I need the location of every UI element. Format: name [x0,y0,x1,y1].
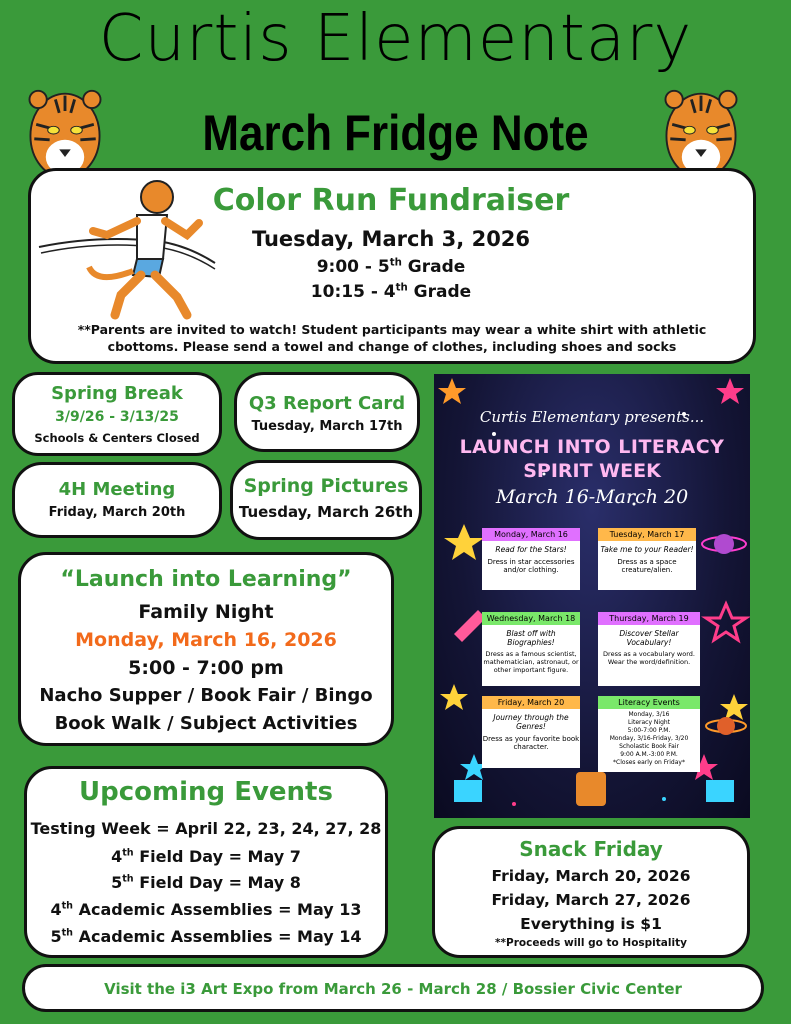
upcoming-events-title: Upcoming Events [79,777,333,807]
family-night-subtitle: Family Night [138,601,274,623]
snack-friday-date1: Friday, March 20, 2026 [491,867,691,885]
family-night-card [18,552,394,746]
color-run-date: Tuesday, March 3, 2026 [251,227,531,251]
poster-title-line2: SPIRIT WEEK [523,460,661,482]
report-card-title: Q3 Report Card [248,393,406,414]
color-run-note: **Parents are invited to watch! Student participants may wear a white shirt with athletic cbottoms. Please send a towel and change of clothes, including shoes and socks [77,322,707,354]
family-night-activities-1: Nacho Supper / Book Fair / Bingo [39,685,373,706]
poster-day-friday: Friday, March 20 Journey through the Genres! Dress as your favorite book character. [482,696,580,768]
spirit-week-poster [434,374,750,818]
family-night-date: Monday, March 16, 2026 [75,629,337,651]
family-night-time: 5:00 - 7:00 pm [128,657,284,679]
assemblies-4th: 4th Academic Assemblies = May 13 [50,900,362,919]
field-day-4th: 4th Field Day = May 7 [111,847,301,866]
snack-friday-note: **Proceeds will go to Hospitality [495,937,687,949]
art-expo-banner [22,964,764,1012]
field-day-5th: 5th Field Day = May 8 [111,873,301,892]
meeting-4h-date: Friday, March 20th [48,505,186,520]
spring-break-card [12,372,222,456]
report-card-card [234,372,420,452]
snack-friday-title: Snack Friday [519,837,663,861]
page-title: March Fridge Note [202,105,589,161]
spring-break-dates: 3/9/26 - 3/13/25 [55,409,179,425]
report-card-date: Tuesday, March 17th [251,419,403,434]
meeting-4h-title: 4H Meeting [58,479,176,500]
poster-dates: March 16-March 20 [495,486,689,508]
family-night-title: “Launch into Learning” [60,567,352,592]
snack-friday-card [432,826,750,958]
poster-presents: Curtis Elementary presents... [479,408,705,426]
snack-friday-date2: Friday, March 27, 2026 [491,891,691,909]
color-run-card [28,168,756,364]
color-run-title: Color Run Fundraiser [212,183,570,218]
spring-pictures-date: Tuesday, March 26th [238,503,414,521]
poster-title-line1: LAUNCH INTO LITERACY [459,436,725,458]
testing-week: Testing Week = April 22, 23, 24, 27, 28 [30,819,382,838]
school-name: Curtis Elementary [98,2,693,76]
snack-friday-price: Everything is $1 [520,915,662,933]
spring-break-title: Spring Break [51,383,183,404]
art-expo-text: Visit the i3 Art Expo from March 26 - March 28 / Bossier Civic Center [104,980,682,998]
upcoming-events-card [24,766,388,958]
poster-day-thursday: Thursday, March 19 Discover Stellar Vocabulary! Dress as a vocabulary word. Wear the word/definition. [598,612,700,686]
meeting-4h-card [12,462,222,538]
family-night-activities-2: Book Walk / Subject Activities [54,713,358,734]
spring-pictures-title: Spring Pictures [243,475,409,497]
color-run-time-4th: 10:15 - 4th Grade [310,282,472,302]
spring-pictures-card [230,460,422,540]
poster-day-monday: Monday, March 16 Read for the Stars! Dress in star accessories and/or clothing. [482,528,580,590]
poster-day-wednesday: Wednesday, March 18 Blast off with Biographies! Dress as a famous scientist, mathematician, astronaut, or other important figure. [482,612,580,686]
spring-break-note: Schools & Centers Closed [34,431,200,445]
poster-day-tuesday: Tuesday, March 17 Take me to your Reader! Dress as a space creature/alien. [598,528,696,590]
poster-literacy-events: Literacy Events Monday, 3/16 Literacy Night 5:00-7:00 P.M. Monday, 3/16-Friday, 3/20 Scholastic Book Fair 9:00 A.M.-3:00 P.M. *Closes early on Friday* [598,696,700,772]
color-run-time-5th: 9:00 - 5th Grade [316,257,466,277]
assemblies-5th: 5th Academic Assemblies = May 14 [50,927,362,946]
